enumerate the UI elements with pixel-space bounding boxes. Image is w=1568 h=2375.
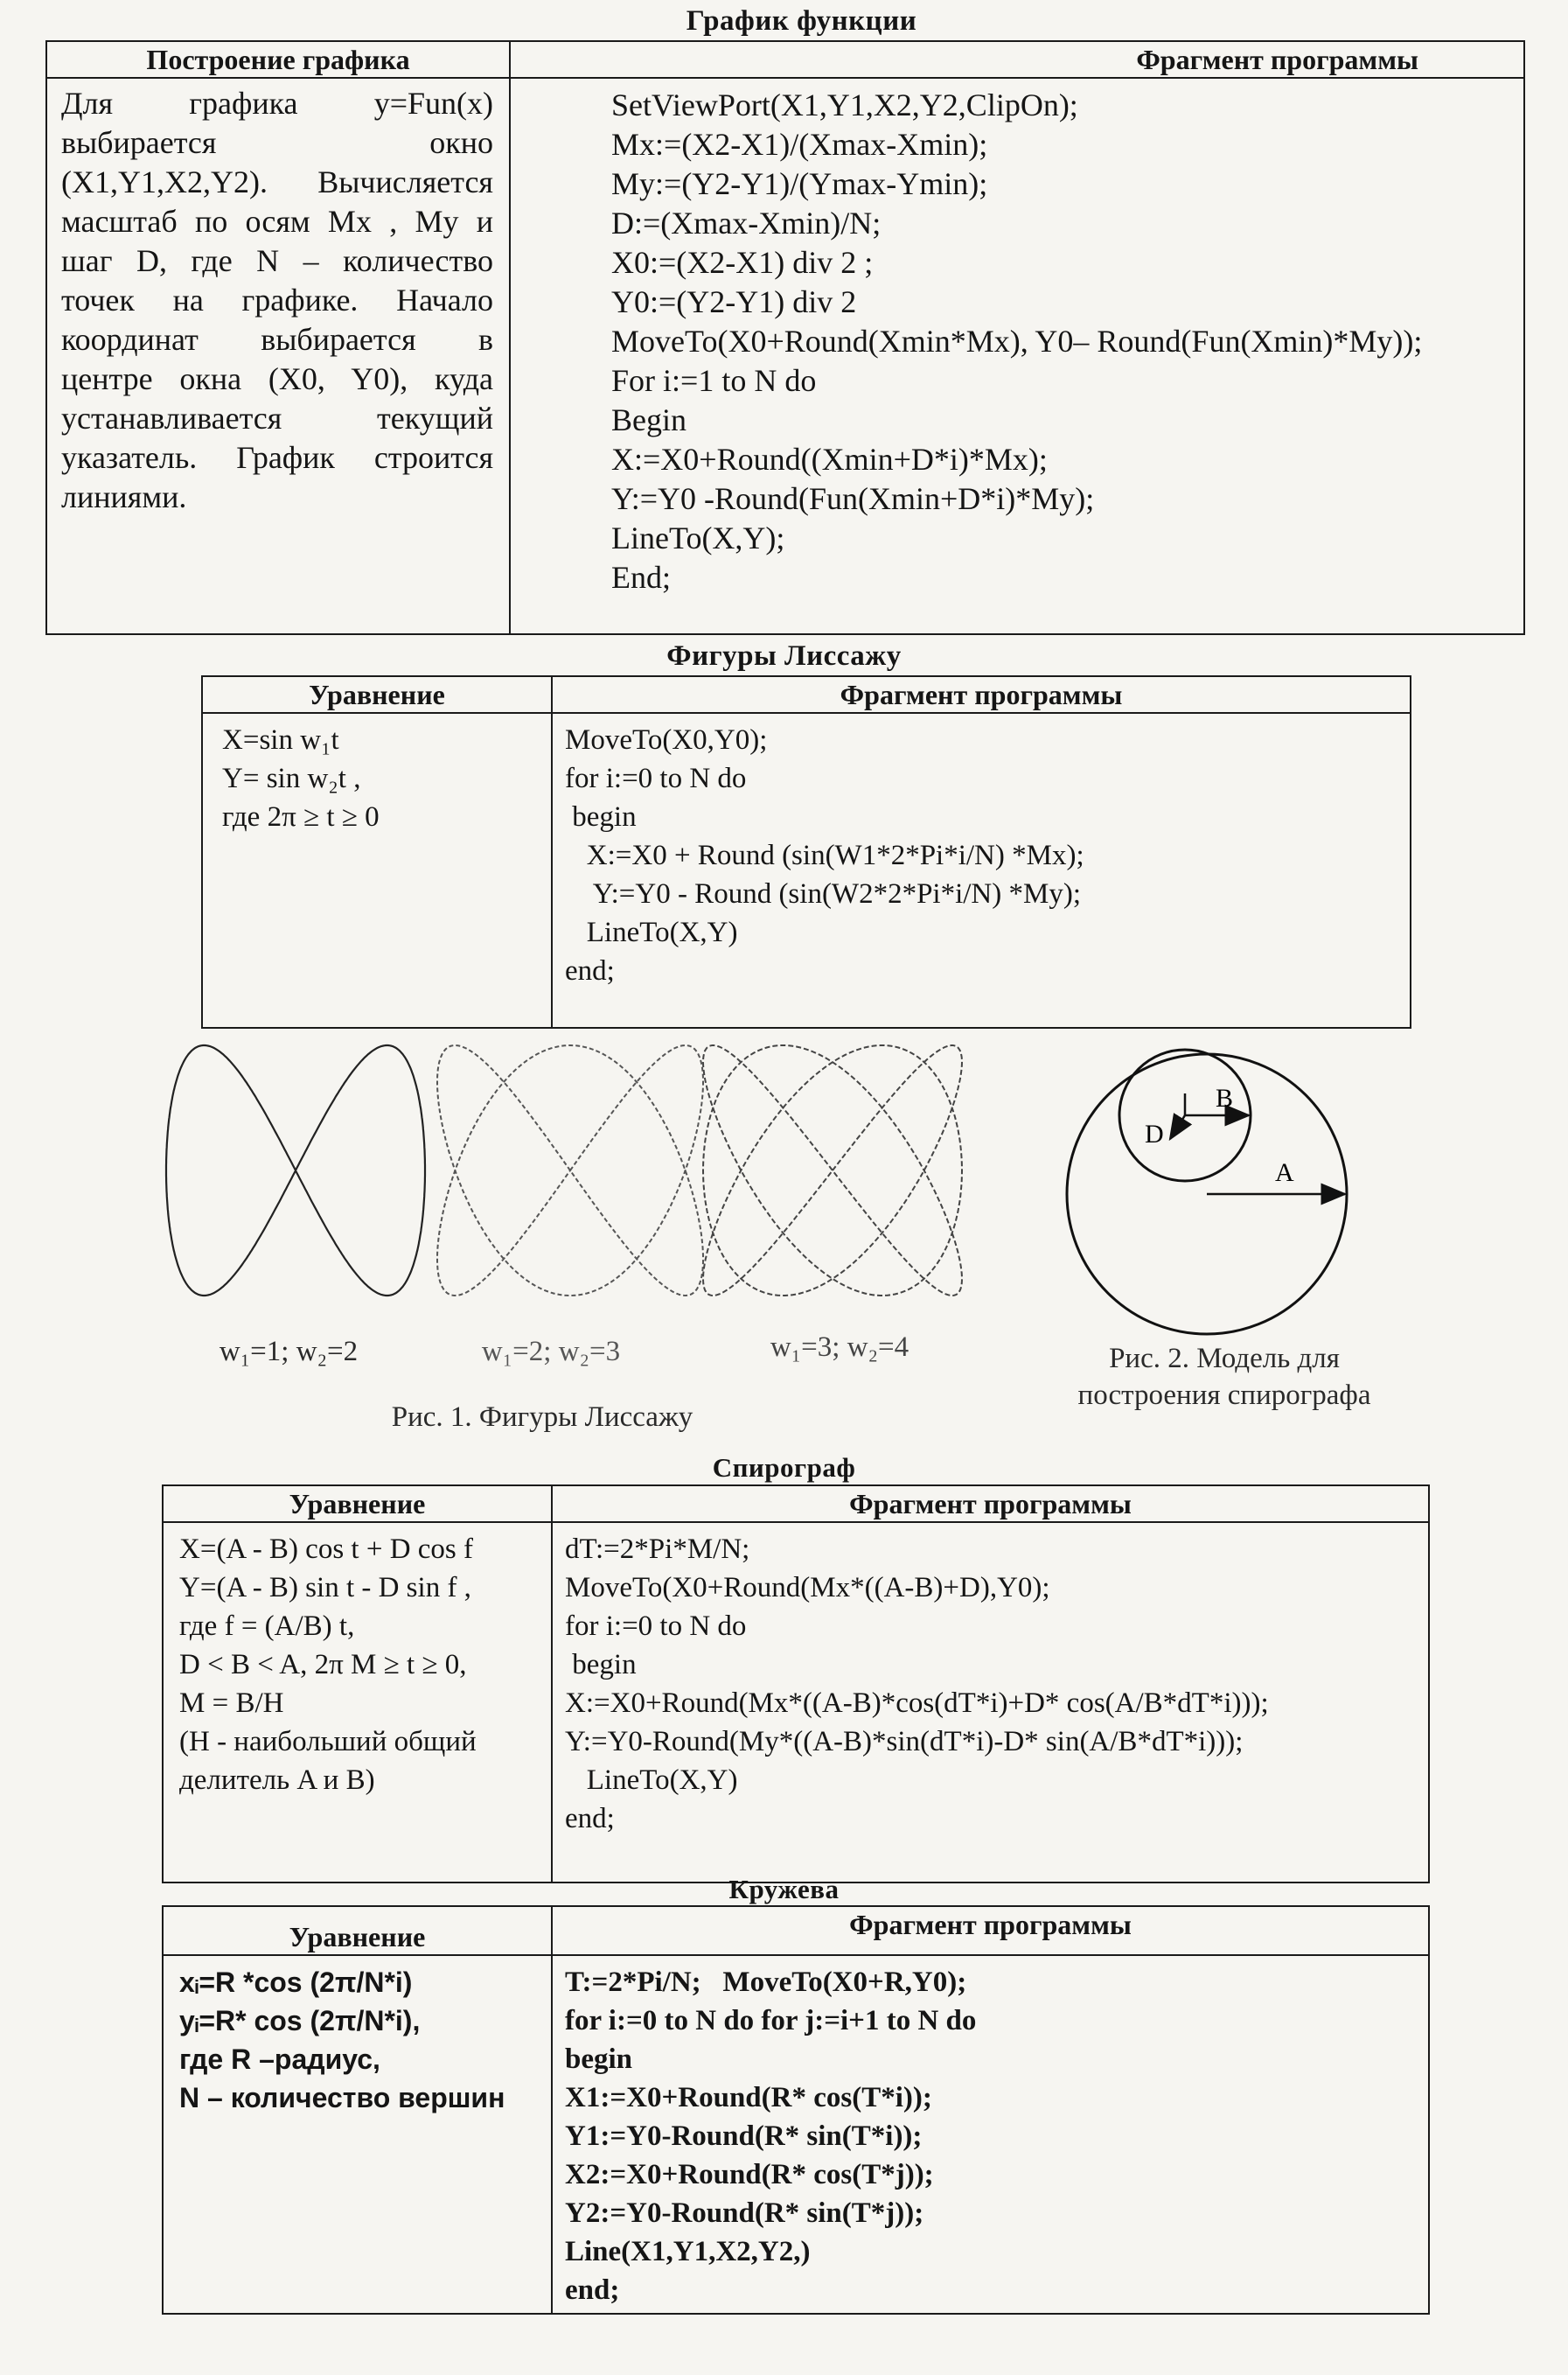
- code-line: Y:=Y0 - Round (sin(W2*2*Pi*i/N) *My);: [565, 878, 1082, 910]
- code-line: Y:=Y0-Round(My*((A-B)*sin(dT*i)-D* sin(A/B*dT*i)));: [565, 1726, 1244, 1757]
- lissajous-curve-2-3: [437, 1045, 703, 1296]
- radius-d-arrow: [1170, 1115, 1185, 1139]
- code-line: Y2:=Y0-Round(R* sin(T*j));: [565, 2197, 924, 2229]
- code-line: end;: [565, 1803, 615, 1834]
- lissajous-equations: [202, 713, 552, 1028]
- code-line: dT:=2*Pi*M/N;: [565, 1533, 750, 1565]
- code-line: X2:=X0+Round(R* cos(T*j));: [565, 2159, 934, 2190]
- code-line: LineTo(X,Y);: [611, 520, 785, 555]
- code-line: D:=(Xmax-Xmin)/N;: [611, 206, 882, 241]
- code-line: X0:=(X2-X1) div 2 ;: [611, 245, 874, 280]
- code-line: End;: [611, 560, 671, 595]
- equation-line: где 2π ≥ t ≥ 0: [222, 801, 380, 833]
- code-line: SetViewPort(X1,Y1,X2,Y2,ClipOn);: [611, 87, 1078, 122]
- code-line: MoveTo(X0+Round(Mx*((A-B)+D),Y0);: [565, 1572, 1050, 1603]
- description-line: точек на графике. Начало: [61, 283, 493, 318]
- equation-line: yᵢ=R* cos (2π/N*i),: [179, 2005, 421, 2036]
- function-graph-code: [510, 78, 1524, 634]
- description-line: указатель. График строится: [61, 440, 493, 475]
- code-line: Mx:=(X2-X1)/(Xmax-Xmin);: [611, 127, 988, 162]
- code-line: for i:=0 to N do: [565, 1610, 747, 1642]
- label-a: A: [1275, 1158, 1294, 1187]
- code-line: begin: [565, 1649, 637, 1680]
- code-line: T:=2*Pi/N; MoveTo(X0+R,Y0);: [565, 1966, 967, 1998]
- spirograph-equations: [163, 1522, 552, 1883]
- code-line: MoveTo(X0+Round(Xmin*Mx), Y0– Round(Fun(Xmin)*My));: [611, 324, 1423, 359]
- table1-header-left: Построение графика: [46, 41, 510, 78]
- code-line: For i:=1 to N do: [611, 363, 817, 398]
- spirograph-code: [552, 1522, 1429, 1883]
- code-line: for i:=0 to N do for j:=i+1 to N do: [565, 2005, 977, 2036]
- code-line: begin: [565, 801, 637, 833]
- code-line: Begin: [611, 402, 686, 437]
- fig2-caption: [1006, 1340, 1443, 1414]
- equation-line: Y= sin w₂t ,: [222, 763, 361, 794]
- description-line: центре окна (X0, Y0), куда: [61, 361, 493, 396]
- code-line: MoveTo(X0,Y0);: [565, 724, 768, 756]
- table4-header-right: Фрагмент программы: [552, 1906, 1429, 1955]
- lace-equations: [163, 1955, 552, 2314]
- code-line: My:=(Y2-Y1)/(Ymax-Ymin);: [611, 166, 988, 201]
- lissajous-caption-2: w₁=2; w₂=3: [481, 1336, 621, 1367]
- label-b: B: [1216, 1084, 1234, 1113]
- code-line: LineTo(X,Y): [565, 1764, 738, 1796]
- description-line: шаг D, где N – количество: [61, 243, 493, 278]
- spirograph-model: [1058, 1041, 1373, 1338]
- equation-line: (H - наибольший общий: [179, 1726, 477, 1757]
- code-line: end;: [565, 2274, 620, 2306]
- lace-code: [552, 1955, 1429, 2314]
- equation-line: M = B/H: [179, 1687, 284, 1719]
- code-line: X:=X0+Round(Mx*((A-B)*cos(dT*i)+D* cos(A/B*dT*i)));: [565, 1687, 1269, 1719]
- code-line: begin: [565, 2043, 633, 2075]
- code-line: Y1:=Y0-Round(R* sin(T*i));: [565, 2120, 923, 2152]
- function-graph-description: [46, 78, 510, 634]
- table1-header-right: Фрагмент программы: [510, 41, 1524, 78]
- code-line: X:=X0 + Round (sin(W1*2*Pi*i/N) *Mx);: [565, 840, 1084, 871]
- description-line: выбирается окно: [61, 125, 493, 160]
- section4-title: Кружева: [728, 1874, 840, 1904]
- equation-line: делитель A и B): [179, 1764, 375, 1796]
- code-line: Line(X1,Y1,X2,Y2,): [565, 2236, 811, 2267]
- spirograph-table: [162, 1484, 1430, 1883]
- section3-title: Спирограф: [712, 1452, 856, 1483]
- table4-header-left: Уравнение: [163, 1906, 552, 1955]
- lissajous-curve-3-4: [703, 1045, 962, 1296]
- code-line: Y:=Y0 -Round(Fun(Xmin+D*i)*My);: [611, 481, 1095, 516]
- section1-title: График функции: [686, 5, 917, 37]
- table3-header-left: Уравнение: [163, 1485, 552, 1522]
- lissajous-table: [201, 675, 1411, 1029]
- equation-line: Y=(A - B) sin t - D sin f ,: [179, 1572, 471, 1603]
- description-line: (X1,Y1,X2,Y2). Вычисляется: [61, 164, 493, 199]
- code-line: Y0:=(Y2-Y1) div 2: [611, 284, 857, 319]
- fig2-caption-line: Рис. 2. Модель для: [1109, 1343, 1340, 1374]
- description-line: устанавливается текущий: [61, 401, 493, 436]
- code-line: LineTo(X,Y): [565, 917, 738, 948]
- fig2-caption-line: построения спирографа: [1077, 1380, 1371, 1411]
- table2-header-left: Уравнение: [202, 676, 552, 713]
- lissajous-curve-1-2: [166, 1045, 425, 1296]
- table2-header-right: Фрагмент программы: [552, 676, 1411, 713]
- code-line: end;: [565, 955, 615, 987]
- description-line: масштаб по осям Mx , My и: [61, 204, 493, 239]
- code-line: X1:=X0+Round(R* cos(T*i));: [565, 2082, 932, 2113]
- table3-header-right: Фрагмент программы: [552, 1485, 1429, 1522]
- equation-line: где f = (A/B) t,: [179, 1610, 355, 1642]
- equation-line: где R –радиус,: [179, 2043, 380, 2075]
- label-d: D: [1145, 1120, 1164, 1149]
- lissajous-caption-3: w₁=3; w₂=4: [770, 1331, 909, 1363]
- section2-title: Фигуры Лиссажу: [666, 640, 902, 672]
- equation-line: X=(A - B) cos t + D cos f: [179, 1533, 474, 1565]
- equation-line: D < B < A, 2π M ≥ t ≥ 0,: [179, 1649, 467, 1680]
- function-graph-table: [45, 40, 1525, 635]
- lissajous-code: [552, 713, 1411, 1028]
- lissajous-caption-1: w₁=1; w₂=2: [219, 1336, 359, 1367]
- equation-line: X=sin w₁t: [222, 724, 339, 756]
- code-line: for i:=0 to N do: [565, 763, 747, 794]
- fig1-caption: Рис. 1. Фигуры Лиссажу: [391, 1401, 693, 1433]
- lace-table: [162, 1905, 1430, 2315]
- equation-line: xᵢ=R *cos (2π/N*i): [179, 1966, 413, 1998]
- description-line: линиями.: [61, 479, 187, 514]
- equation-line: N – количество вершин: [179, 2082, 505, 2113]
- description-line: координат выбирается в: [61, 322, 493, 357]
- description-line: Для графика y=Fun(x): [61, 86, 493, 121]
- code-line: X:=X0+Round((Xmin+D*i)*Mx);: [611, 442, 1048, 477]
